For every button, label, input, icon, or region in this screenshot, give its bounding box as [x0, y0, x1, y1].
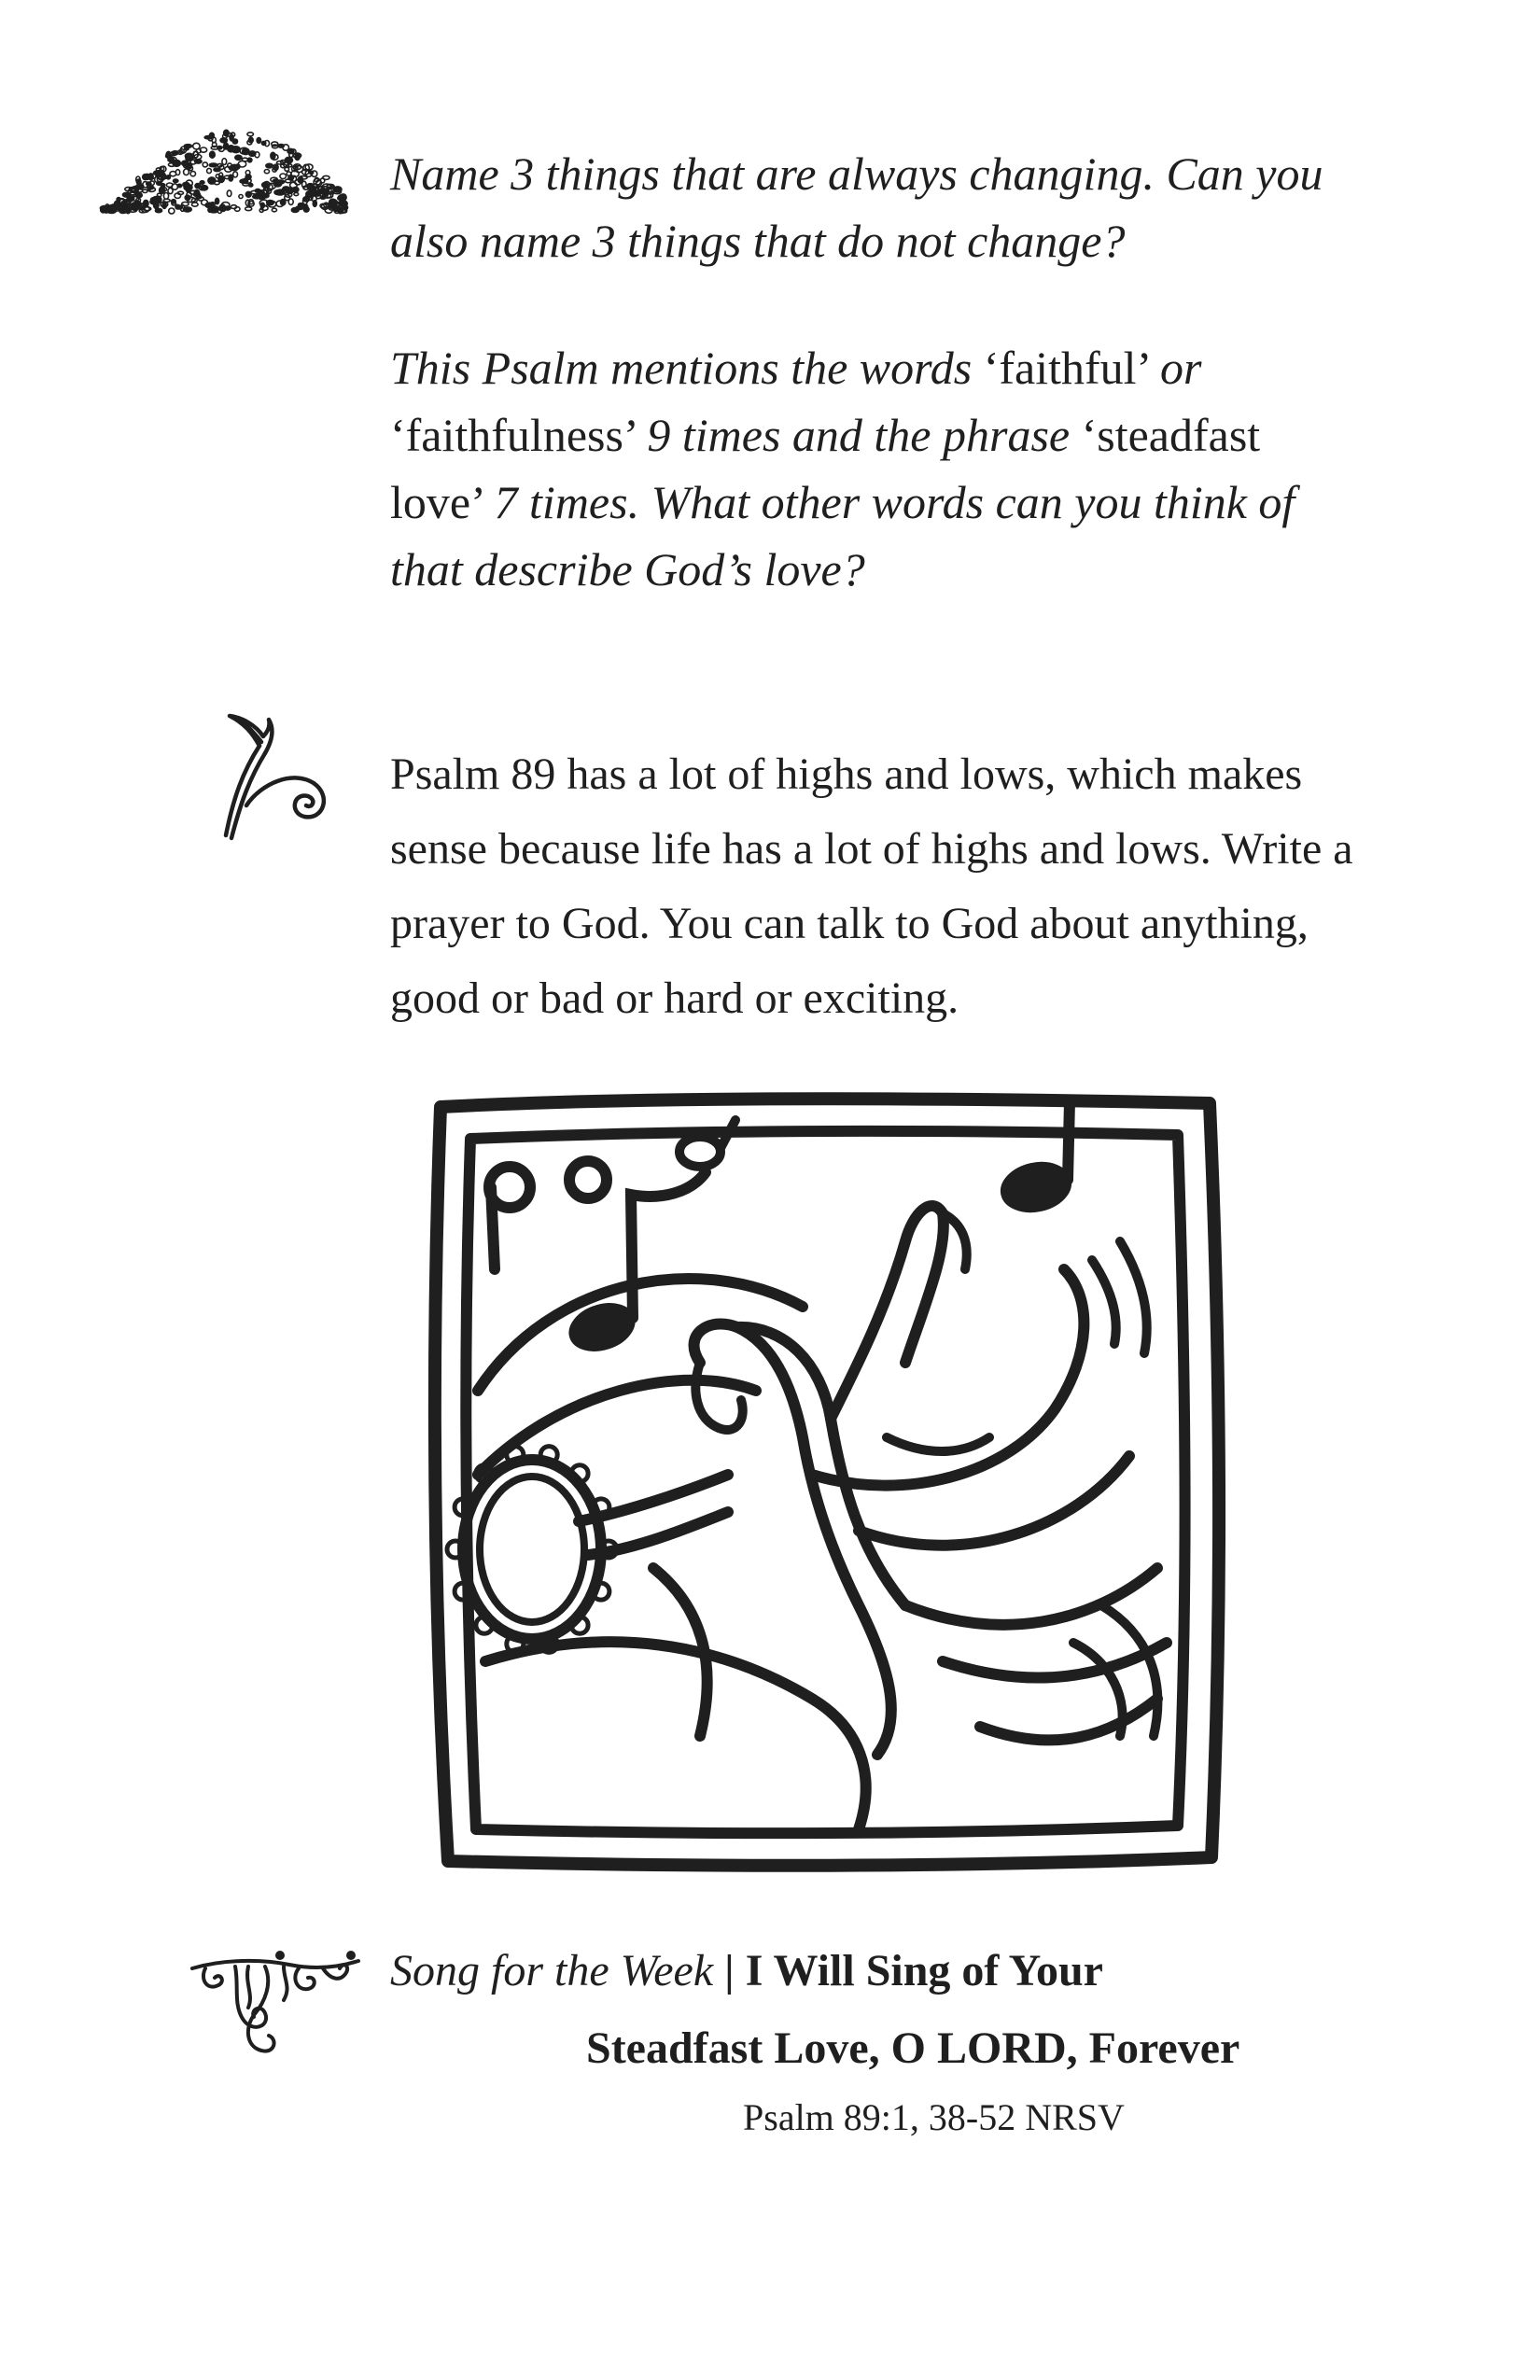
- seed-mark: [247, 133, 254, 136]
- seed-mark: [296, 206, 303, 210]
- seed-mark: [207, 168, 212, 173]
- seed-mark: [117, 198, 120, 202]
- seed-mark: [235, 155, 242, 160]
- seed-mark: [264, 170, 269, 174]
- seed-mark: [201, 186, 207, 190]
- seed-mark: [288, 199, 293, 204]
- seed-mark: [304, 204, 308, 208]
- seed-mark: [182, 161, 189, 165]
- seed-mark: [162, 203, 166, 208]
- seed-mark: [170, 172, 176, 176]
- seed-mark: [214, 168, 220, 172]
- seed-mark: [174, 179, 178, 182]
- seed-mark: [228, 146, 234, 152]
- song-separator: |: [713, 1946, 746, 1995]
- seed-mark: [257, 138, 260, 144]
- seed-mark: [200, 181, 204, 184]
- seed-mark: [249, 151, 256, 156]
- seed-mark: [249, 183, 253, 187]
- seed-mark: [329, 203, 336, 206]
- seed-mark: [160, 187, 165, 193]
- seed-mark: [233, 172, 238, 177]
- seed-mark: [185, 153, 193, 159]
- seed-mark: [216, 198, 219, 203]
- seed-mark: [184, 145, 191, 148]
- seed-mark: [155, 209, 161, 213]
- reflection-questions: [390, 140, 1361, 603]
- seed-mark: [183, 207, 191, 212]
- sprout-icon: [215, 705, 345, 845]
- seed-mark: [195, 184, 201, 189]
- seed-mark: [315, 188, 319, 192]
- seeds-pile-icon: [93, 110, 355, 222]
- illustration-woman-tambourine: [420, 1083, 1232, 1885]
- seed-mark: [288, 175, 294, 180]
- seed-mark: [295, 154, 300, 161]
- seed-mark: [193, 143, 200, 149]
- seed-mark: [294, 192, 299, 195]
- seed-mark: [271, 152, 275, 159]
- seed-mark: [192, 203, 199, 206]
- seed-mark: [274, 181, 280, 185]
- seed-mark: [247, 158, 252, 162]
- song-label: Song for the Week: [390, 1946, 714, 1995]
- seed-mark: [320, 196, 326, 199]
- seed-mark: [172, 200, 176, 203]
- question-faithful: This Psalm mentions the words ‘faithful’ or ‘faithfulness’ 9 times and the phrase ‘steadfast love’ 7 times. What other words can you think of that describe God’s love?: [390, 342, 1295, 595]
- seed-mark: [227, 190, 231, 197]
- seed-mark: [239, 195, 243, 199]
- seed-mark: [150, 200, 158, 204]
- seed-mark: [204, 136, 213, 139]
- seed-mark: [266, 163, 273, 168]
- seed-mark: [272, 208, 276, 212]
- seed-mark: [136, 185, 141, 188]
- song-title-line2: Steadfast Love, O LORD, Forever: [586, 2023, 1240, 2073]
- seed-mark: [303, 197, 310, 202]
- seed-mark: [216, 175, 219, 178]
- prayer-prompt: Psalm 89 has a lot of highs and lows, which makes sense because life has a lot of highs and lows. Write a prayer to God. You can talk to God about anything, good or bad or hard or exciting.: [390, 749, 1353, 1023]
- seed-mark: [183, 182, 189, 187]
- seed-mark: [285, 157, 292, 162]
- seed-mark: [265, 141, 270, 147]
- seed-mark: [103, 206, 108, 210]
- seed-mark: [280, 174, 287, 179]
- seed-mark: [175, 205, 182, 209]
- seed-mark: [309, 171, 313, 174]
- seed-mark: [190, 172, 195, 176]
- seed-mark: [245, 171, 250, 175]
- song-title-line1: I Will Sing of Your: [745, 1946, 1103, 1995]
- scripture-reference: Psalm 89:1, 38-52 NRSV: [743, 2096, 1125, 2138]
- question-changing: Name 3 things that are always changing. Can you also name 3 things that do not change?: [390, 147, 1323, 267]
- seed-mark: [245, 207, 252, 211]
- seed-mark: [222, 159, 227, 165]
- seed-mark: [210, 151, 216, 158]
- seed-mark: [163, 193, 168, 200]
- seed-mark: [209, 163, 217, 167]
- seed-mark: [184, 169, 189, 175]
- seed-mark: [338, 202, 345, 205]
- seed-mark: [143, 189, 147, 192]
- swirl-vine-icon: [187, 1946, 364, 2067]
- seed-mark: [203, 162, 207, 167]
- song-heading: [390, 1943, 1454, 1999]
- seed-mark: [224, 130, 230, 135]
- seed-mark: [169, 208, 175, 214]
- seed-mark: [163, 199, 170, 202]
